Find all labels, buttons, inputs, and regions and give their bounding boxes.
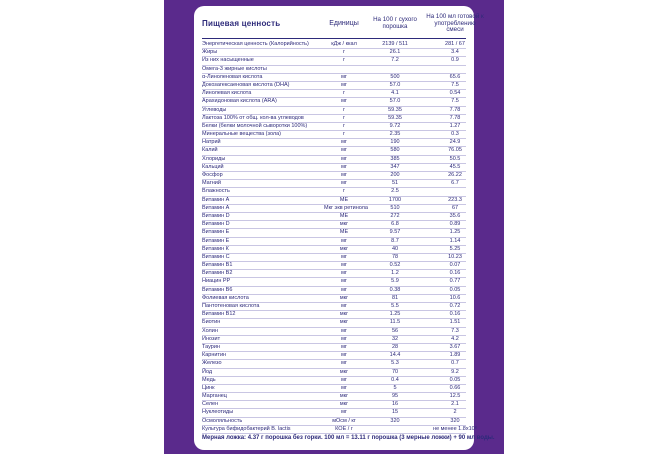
value-per-100g: 28 <box>391 343 399 350</box>
unit-cell: мг <box>341 335 347 342</box>
nutrient-name: Витамин D <box>202 221 230 228</box>
unit-cell: мг <box>341 172 347 178</box>
value-per-100ml: 0.54 <box>449 90 461 97</box>
unit-cell: мкг <box>339 368 349 375</box>
value-per-100g: 14.4 <box>389 352 401 359</box>
unit-cell: мг <box>341 73 347 80</box>
nutrient-name: Карнитин <box>202 352 227 359</box>
value-per-100ml: 4.2 <box>451 335 459 342</box>
value-per-100g: 57.0 <box>389 81 401 88</box>
nutrient-name: Витамин В12 <box>202 311 236 318</box>
value-per-100ml: 3.4 <box>451 49 459 56</box>
table-row <box>202 278 466 286</box>
nutrient-name: Из них насыщенные <box>202 57 254 64</box>
table-row <box>202 385 466 393</box>
unit-cell: кДж / ккал <box>331 41 357 47</box>
nutrient-name: Витамин D <box>202 212 230 219</box>
value-per-100g: 5.5 <box>391 303 399 309</box>
table-row <box>202 180 466 188</box>
value-per-100ml: 0.89 <box>449 221 461 228</box>
value-per-100g: 5 <box>393 384 397 391</box>
value-per-100ml: 0.7 <box>451 360 459 367</box>
value-per-100ml: 10.23 <box>448 253 462 260</box>
header-nutrition-value: Пищевая ценность <box>202 19 281 29</box>
nutrient-name: Йод <box>202 368 213 375</box>
value-per-100g <box>366 426 424 433</box>
nutrition-panel <box>194 6 495 450</box>
unit-cell: мг <box>341 343 347 350</box>
value-per-100g: 2.5 <box>391 188 399 195</box>
unit-cell: мкг <box>339 221 349 228</box>
nutrient-name: Витамин В1 <box>202 262 233 269</box>
table-row <box>202 229 466 237</box>
table-row <box>202 98 466 106</box>
nutrient-name: Энергетическая ценность (Калорийность) <box>202 41 309 47</box>
table-row <box>202 418 466 426</box>
value-per-100ml: 0.72 <box>449 303 461 309</box>
nutrient-name: Цинк <box>202 384 215 391</box>
value-per-100ml: 7.5 <box>451 81 459 88</box>
value-per-100g: 200 <box>390 172 400 178</box>
value-per-100ml <box>426 66 484 73</box>
unit-cell: г <box>342 57 345 64</box>
header-per-100ml-formula: На 100 мл готовой к употреблению смеси <box>426 12 484 34</box>
value-per-100ml: 1.51 <box>449 319 461 326</box>
header-per-100g-powder: На 100 г сухого порошка <box>373 16 417 30</box>
value-per-100ml: 1.89 <box>449 352 461 359</box>
unit-cell: мг <box>341 180 347 187</box>
value-per-100g: 40 <box>391 245 399 252</box>
value-per-100g: 510 <box>390 204 400 211</box>
value-per-100ml: 0.9 <box>451 57 459 64</box>
nutrient-name: Железо <box>202 360 222 367</box>
value-per-100ml: 2.1 <box>451 401 459 408</box>
value-per-100ml: 281 / 67 <box>445 41 465 47</box>
unit-cell: г <box>342 90 345 97</box>
value-per-100g: 2139 / 511 <box>382 41 408 47</box>
value-per-100ml: 0.66 <box>449 384 461 391</box>
table-row <box>202 172 466 180</box>
table-row <box>202 425 477 434</box>
unit-cell: мг <box>341 237 347 244</box>
table-row <box>202 188 466 196</box>
value-per-100g: 78 <box>391 253 399 260</box>
nutrient-name: Биотин <box>202 319 221 326</box>
nutrient-name: Ниацин РР <box>202 278 231 285</box>
nutrient-name: Витамин Е <box>202 237 230 244</box>
value-per-100g: 347 <box>390 163 400 170</box>
value-per-100g: 1.2 <box>391 270 399 277</box>
table-row <box>202 319 466 327</box>
nutrient-name: Витамин К <box>202 245 229 252</box>
nutrient-name: Кальций <box>202 163 224 170</box>
nutrient-name: α-Линоленовая кислота <box>202 73 263 80</box>
value-per-100g: 0.52 <box>389 262 401 269</box>
value-per-100g: 51 <box>391 180 399 187</box>
nutrient-name: Линолевая кислота <box>202 90 252 97</box>
table-row <box>202 270 466 278</box>
table-row <box>202 328 466 336</box>
nutrient-name: Витамин В6 <box>202 286 233 293</box>
nutrient-name: Хлориды <box>202 155 226 162</box>
value-per-100ml: 0.05 <box>449 286 461 293</box>
value-per-100g: 59.35 <box>388 106 402 113</box>
table-row <box>202 254 466 262</box>
value-per-100g: 2.35 <box>389 131 401 138</box>
nutrient-name: Осмоляльность <box>202 417 243 424</box>
value-per-100g: 6.8 <box>391 221 399 228</box>
table-row <box>202 409 466 417</box>
value-per-100g: 70 <box>391 368 399 375</box>
table-row <box>202 401 466 409</box>
value-per-100g: 5.3 <box>391 360 399 367</box>
unit-cell: мОсм / кг <box>332 417 356 424</box>
value-per-100g: 190 <box>390 139 400 146</box>
table-row <box>202 352 466 360</box>
unit-cell: МЕ <box>339 229 349 236</box>
value-per-100g: 16 <box>391 401 399 408</box>
header-units: Единицы <box>329 20 359 28</box>
value-per-100ml: 50.5 <box>449 155 461 162</box>
nutrient-name: Культура бифидобактерий B. lactis <box>202 425 291 432</box>
value-per-100g: 385 <box>390 155 400 162</box>
value-per-100ml: 223.3 <box>448 196 462 203</box>
table-row <box>202 213 466 221</box>
value-per-100ml: 24.9 <box>449 139 461 146</box>
value-per-100ml: 5.25 <box>449 245 461 252</box>
nutrient-name: Витамин Е <box>202 229 230 236</box>
value-per-100ml: 7.5 <box>451 98 459 105</box>
nutrient-name: Пантотеновая кислота <box>202 303 260 309</box>
table-row <box>202 311 466 319</box>
nutrient-name: Витамин С <box>202 253 230 260</box>
table-row <box>202 41 466 49</box>
value-per-100ml: 65.6 <box>449 73 461 80</box>
unit-cell: г <box>342 188 345 195</box>
unit-cell: мг <box>341 253 347 260</box>
nutrient-name: Калий <box>202 147 218 154</box>
nutrient-name: Витамин А <box>202 204 230 211</box>
nutrient-name: Витамин А <box>202 196 230 203</box>
unit-cell: мг <box>341 147 347 154</box>
table-row <box>202 369 466 377</box>
value-per-100g: 500 <box>390 73 400 80</box>
unit-cell: г <box>342 131 345 138</box>
value-per-100g: 95 <box>391 393 399 400</box>
unit-cell: мг <box>341 81 347 88</box>
value-per-100ml: 76.05 <box>448 147 462 154</box>
nutrient-name: Жиры <box>202 49 218 56</box>
unit-cell: мг <box>341 409 347 416</box>
table-row <box>202 246 466 254</box>
nutrient-name: Минеральные вещества (зола) <box>202 131 282 138</box>
nutrient-name: Медь <box>202 376 216 383</box>
unit-cell: мг <box>341 384 347 391</box>
value-per-100g: 59.35 <box>388 114 402 121</box>
table-row <box>202 393 466 401</box>
unit-cell: МЕ <box>339 212 349 219</box>
unit-cell: мг <box>341 327 347 334</box>
nutrient-name: Витамин В2 <box>202 270 233 277</box>
value-per-100g: 0.38 <box>389 286 401 293</box>
value-per-100g: 1700 <box>388 196 402 203</box>
table-row <box>202 156 466 164</box>
value-per-100ml: 0.16 <box>449 270 461 277</box>
unit-cell: мкг <box>339 245 349 252</box>
value-per-100g: 9.72 <box>389 122 401 129</box>
table-row <box>202 164 466 172</box>
nutrient-name: Фосфор <box>202 172 223 178</box>
value-per-100ml: 35.6 <box>449 212 461 219</box>
value-per-100ml: 7.3 <box>451 327 459 334</box>
value-per-100ml: 320 <box>450 417 460 424</box>
nutrient-name: Селен <box>202 401 219 408</box>
unit-cell: мг <box>341 303 347 309</box>
value-per-100ml: 1.27 <box>449 122 461 129</box>
table-row <box>202 221 466 229</box>
value-per-100g <box>366 66 424 73</box>
nutrient-name: Докозагексаеновая кислота (DHA) <box>202 81 290 88</box>
unit-cell: мкг <box>339 401 349 408</box>
unit-cell: мг <box>341 155 347 162</box>
nutrient-name: Арахидоновая кислота (ARA) <box>202 98 277 105</box>
unit-cell: мг <box>341 286 347 293</box>
unit-cell: г <box>342 122 345 129</box>
nutrient-name: Магний <box>202 180 221 187</box>
unit-cell: мкг <box>339 393 349 400</box>
value-per-100ml: 3.67 <box>449 343 461 350</box>
nutrient-name: Лактоза 100% от общ. кол-ва углеводов <box>202 114 304 121</box>
unit-cell: мг <box>341 98 347 105</box>
unit-cell: г <box>342 49 345 56</box>
nutrient-name: Белки (белки молочной сыворотки 100%) <box>202 122 308 129</box>
unit-cell: г <box>342 106 345 113</box>
unit-cell: мг <box>341 270 347 277</box>
value-per-100ml: 67 <box>451 204 459 211</box>
value-per-100g: 272 <box>390 212 400 219</box>
unit-cell: мг <box>341 278 347 285</box>
value-per-100ml: 1.25 <box>449 229 461 236</box>
unit-cell: мг <box>341 262 347 269</box>
nutrient-name: Холин <box>202 327 218 334</box>
table-row <box>202 123 466 131</box>
table-row <box>202 197 466 205</box>
value-per-100ml: 0.3 <box>451 131 459 138</box>
value-per-100g: 8.7 <box>391 237 399 244</box>
value-per-100ml: 45.5 <box>449 163 461 170</box>
value-per-100ml: 12.5 <box>449 393 461 400</box>
nutrient-name: Омега-3 жирные кислоты <box>202 65 267 72</box>
table-row <box>202 303 466 311</box>
nutrient-name: Влажность <box>202 188 230 195</box>
value-per-100g: 11.5 <box>389 319 401 326</box>
table-row <box>202 360 466 368</box>
unit-cell <box>324 66 364 73</box>
table-row <box>202 238 466 246</box>
value-per-100g: 7.2 <box>391 57 399 64</box>
table-row <box>202 377 466 385</box>
unit-cell: КОЕ / г <box>335 425 353 432</box>
unit-cell: г <box>342 114 345 121</box>
table-header <box>202 10 484 39</box>
value-per-100ml: 0.05 <box>449 376 461 383</box>
unit-cell: мг <box>341 376 347 383</box>
value-per-100ml: 0.07 <box>449 262 461 269</box>
value-per-100ml: 7.78 <box>449 114 461 121</box>
table-row <box>202 82 466 90</box>
value-per-100ml: 10.6 <box>449 294 461 301</box>
value-per-100g: 4.1 <box>391 90 399 97</box>
unit-cell: мг <box>341 360 347 367</box>
value-per-100ml <box>426 188 484 195</box>
value-per-100g: 9.57 <box>389 229 401 236</box>
measuring-spoon-note: Мерная ложка: 4.37 г порошка без горки. 100 мл = 13.11 г порошка (3 мерные ложки) + 90 мл воды. <box>202 435 495 441</box>
value-per-100g: 56 <box>391 327 399 334</box>
table-row <box>202 107 466 115</box>
nutrient-name: Натрий <box>202 139 221 146</box>
value-per-100ml: 1.14 <box>449 237 461 244</box>
value-per-100g: 57.0 <box>389 98 401 105</box>
table-row <box>202 262 466 270</box>
table-row <box>202 57 466 65</box>
nutrient-name: Марганец <box>202 393 227 400</box>
nutrient-name: Нуклеотиды <box>202 409 234 416</box>
table-row <box>202 295 466 303</box>
value-per-100g: 0.4 <box>391 376 399 383</box>
value-per-100g: 26.1 <box>389 49 401 56</box>
table-row <box>202 205 466 213</box>
table-row <box>202 90 466 98</box>
nutrient-name: Инозит <box>202 335 221 342</box>
unit-cell: мкг <box>339 319 349 326</box>
table-row <box>202 139 466 147</box>
unit-cell: мг <box>341 139 347 146</box>
nutrient-name: Таурин <box>202 343 220 350</box>
value-per-100ml: 7.78 <box>449 106 461 113</box>
unit-cell: мкг <box>339 294 349 301</box>
unit-cell: МЕ <box>339 196 349 203</box>
value-per-100ml: не менее 1.8x10⁶ <box>433 425 477 432</box>
table-row <box>202 336 466 344</box>
value-per-100g: 15 <box>391 409 399 416</box>
value-per-100g: 1.25 <box>389 311 401 318</box>
value-per-100g: 81 <box>391 294 399 301</box>
value-per-100g: 320 <box>390 417 400 424</box>
unit-cell: мкг <box>339 311 349 318</box>
value-per-100ml: 2 <box>453 409 457 416</box>
unit-cell: мг <box>341 352 347 359</box>
table-row <box>202 147 466 155</box>
nutrient-name: Фолиевая кислота <box>202 294 249 301</box>
nutrition-table-body <box>202 41 477 434</box>
value-per-100ml: 0.77 <box>449 278 461 285</box>
table-row <box>202 287 466 295</box>
unit-cell: мг <box>341 163 347 170</box>
table-row <box>202 66 466 74</box>
value-per-100ml: 26.22 <box>448 172 462 178</box>
nutrient-name: Углеводы <box>202 106 227 113</box>
table-row <box>202 344 466 352</box>
table-row <box>202 131 466 139</box>
value-per-100g: 580 <box>390 147 400 154</box>
table-row <box>202 115 466 123</box>
unit-cell: Мкг экв ретинола <box>324 204 368 211</box>
table-row <box>202 49 466 57</box>
value-per-100g: 32 <box>391 335 399 342</box>
value-per-100ml: 9.2 <box>451 368 459 375</box>
value-per-100g: 5.9 <box>391 278 399 285</box>
value-per-100ml: 6.7 <box>451 180 459 187</box>
value-per-100ml: 0.16 <box>449 311 461 318</box>
table-row <box>202 74 466 82</box>
